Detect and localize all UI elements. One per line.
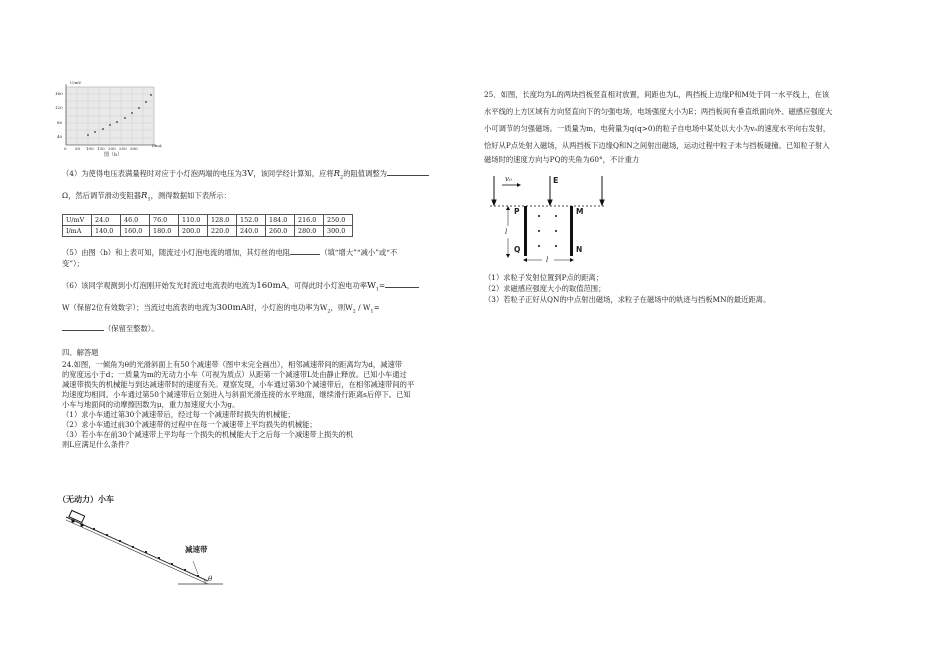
graph-b-ytick: 120 — [55, 105, 63, 110]
graph-b-y-unit: U/mV — [70, 80, 82, 85]
incline-diagram — [58, 495, 228, 587]
graph-b-ytick: 80 — [57, 120, 63, 125]
label-speed-bump: 减速带 — [185, 545, 208, 554]
q4-line1: （4）为使得电压表满量程时对应于小灯泡两端的电压为3V，该同学经计算知，应将$R_2$的阻值调整为 — [62, 168, 429, 182]
q24-text — [62, 360, 414, 450]
graph-b-caption: 图（b） — [104, 152, 123, 158]
q24-line: （1）求小车通过第30个减速带后，经过每一个减速带时损失的机械能； — [62, 410, 295, 419]
table-row: I/mA 140.0 160.0 180.0 200.0 220.0 240.0 260.0 280.0 300.0 — [63, 226, 353, 237]
q25-sub: （2）求磁感应强度大小的取值范围； — [484, 284, 606, 293]
q25-subquestions — [484, 272, 770, 305]
q4-line2: Ω，然后调节滑动变阻器$R_1$，测得数据如下表所示： — [62, 191, 231, 203]
q24-figure — [58, 495, 228, 587]
graph-b-xtick: 100 — [86, 146, 94, 151]
answer-blank-r2[interactable] — [387, 168, 429, 176]
graph-b-ytick: 40 — [57, 134, 63, 139]
q24-line: 的宽度远小于d；一质量为m的无动力小车（可视为质点）从距第一个减速带L处由静止释放。已知小车通过 — [62, 370, 407, 379]
graph-b-x-unit: I/mA — [152, 143, 162, 148]
plate-pq — [524, 206, 527, 256]
q25-figure — [484, 172, 614, 267]
q24-line: 均速度均相同。小车通过第50个减速带后立刻进入与斜面光滑连接的水平地面，继续滑行距离s后停下。已知 — [62, 390, 411, 399]
q24-line: 则L应满足什么条件？ — [62, 440, 133, 449]
q25-line: 磁场时的速度方向与PQ的夹角为60°，不计重力 — [484, 155, 640, 164]
graph-b-xtick: 0 — [64, 146, 67, 151]
data-table-grid — [62, 214, 353, 237]
q24-line: 小车与地面间的动摩擦因数为μ，重力加速度大小为g。 — [62, 400, 240, 409]
section-heading: 四、解答题 — [62, 348, 99, 357]
graph-b-xtick: 250 — [119, 146, 127, 151]
q5-line1: （5）由图（b）和上表可知，随流过小灯泡电流的增加，其灯丝的电阻 （填“增大”“减小”或“不 — [62, 248, 398, 257]
q25-line: 25．如图，长度均为L的两块挡板竖直相对放置，间距也为L，两挡板上边缘P和M处于同一水平线上，在该 — [484, 90, 830, 99]
q25-line: 小可调节的匀强磁场。一质量为m，电荷量为q(q>0)的粒子自电场中某处以大小为v₀的速度水平向右发射， — [484, 124, 831, 133]
label-car: （无动力）小车 — [58, 495, 114, 504]
graph-b-xtick: 200 — [108, 146, 116, 151]
label-m: M — [576, 207, 584, 216]
q6-line3: （保留至整数）。 — [62, 323, 159, 334]
label-l-vertical: l — [505, 228, 508, 236]
graph-b-xtick: 50 — [75, 146, 81, 151]
car-icon — [69, 510, 85, 526]
label-v0: v₀ — [505, 175, 512, 183]
q25-text — [484, 86, 832, 166]
label-q: Q — [514, 245, 521, 254]
q5-line2: 变”）； — [62, 259, 84, 268]
graph-b — [48, 80, 163, 162]
q25-sub: （3）若粒子正好从QN的中点射出磁场，求粒子在磁场中的轨迹与挡板MN的最近距离。 — [484, 295, 771, 304]
answer-blank-resistance[interactable] — [290, 247, 320, 255]
q24-line: （2）求小车通过前30个减速带的过程中在每一个减速带上平均损失的机械能； — [62, 420, 317, 429]
label-n: N — [576, 245, 583, 254]
answer-blank-w1[interactable] — [385, 280, 419, 288]
graph-b-ytick: 160 — [55, 91, 63, 96]
graph-b-xtick: 300 — [130, 146, 138, 151]
q25-line: 水平线的上方区域有方向竖直向下的匀强电场，电场强度大小为E；两挡板间有垂直纸面向外、磁感应强度大 — [484, 107, 833, 116]
q6-line1: （6）该同学观测到小灯泡刚开始发光时流过电流表的电流为160mA，可得此时小灯泡电功率$W_1=$ — [62, 280, 419, 294]
q6-line2: W（保留2位有效数字）；当流过电流表的电流为300mA时，小灯泡的电功率为$W_2$，则$W_2 / W_1=$ — [62, 303, 380, 315]
graph-b-xtick: 150 — [97, 146, 105, 151]
label-l-horizontal: l — [546, 256, 549, 264]
answer-blank-ratio[interactable] — [62, 323, 104, 331]
q24-line: 24.如图，一倾角为θ的光滑斜面上有50个减速带（图中未完全画出），相邻减速带间的距离均为d，减速带 — [62, 360, 403, 369]
table-row: U/mV 24.0 46.0 76.0 110.0 128.0 152.0 184.0 216.0 250.0 — [63, 215, 353, 226]
label-angle: θ — [208, 575, 213, 583]
q25-line: 恰好从P点处射入磁场，从两挡板下边缘Q和N之间射出磁场，运动过程中粒子未与挡板碰撞。已知粒子射入 — [484, 141, 830, 150]
q24-line: （3）若小车在前30个减速带上平均每一个损失的机械能大于之后每一个减速带上损失的机 — [62, 430, 354, 439]
q25-sub: （1）求粒子发射位置到P点的距离； — [484, 273, 604, 282]
data-table — [62, 214, 353, 237]
label-e: E — [553, 176, 559, 185]
magnetic-field-dots — [538, 215, 557, 247]
field-diagram — [484, 172, 614, 267]
plate-mn — [570, 206, 573, 256]
label-p: P — [514, 207, 520, 216]
q24-line: 减速带损失的机械能与到达减速带时的速度有关。观察发现，小车通过第30个减速带后，在相邻减速带间的平 — [62, 380, 415, 389]
